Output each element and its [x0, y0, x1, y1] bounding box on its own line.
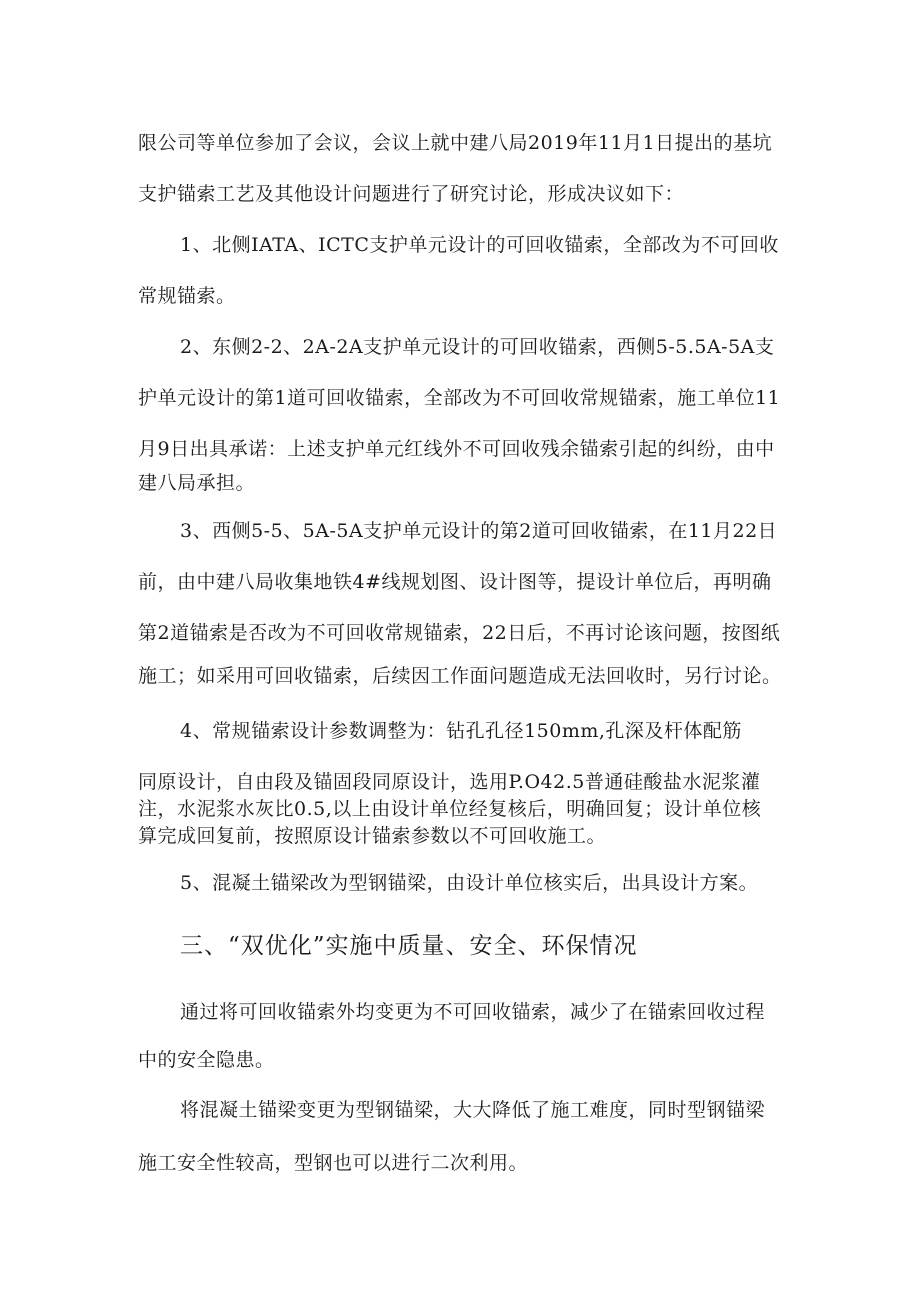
resolution-4-line-2: 同原设计，自由段及锚固段同原设计，选用P.O42.5普通硅酸盐水泥浆灌: [138, 771, 761, 793]
resolution-4-line-3: 注，水泥浆水灰比0.5,以上由设计单位经复核后，明确回复；设计单位核: [138, 798, 762, 820]
resolution-3-line-3: 第2道锚索是否改为不可回收常规锚索，22日后，不再讨论该问题，按图纸: [138, 622, 781, 644]
resolution-2-line-1: 2、东侧2-2、2A-2A支护单元设计的可回收锚索，西侧5-5.5A-5A支: [180, 336, 775, 358]
resolution-2-line-4: 建八局承担。: [138, 472, 256, 494]
resolution-1-line-1: 1、北侧IATA、ICTC支护单元设计的可回收锚索，全部改为不可回收: [180, 234, 779, 256]
section-para-2-line-2: 施工安全性较高，型钢也可以进行二次利用。: [138, 1152, 529, 1174]
resolution-3-line-2: 前，由中建八局收集地铁4#线规划图、设计图等，提设计单位后，再明确: [138, 571, 772, 593]
intro-line-2: 支护锚索工艺及其他设计问题进行了研究讨论，形成决议如下：: [138, 183, 685, 205]
resolution-3-line-1: 3、西侧5-5、5A-5A支护单元设计的第2道可回收锚索，在11月22日: [180, 520, 778, 542]
resolution-4-line-1: 4、常规锚索设计参数调整为：钻孔孔径150mm,孔深及杆体配筋: [180, 720, 742, 742]
resolution-4-line-4: 算完成回复前，按照原设计锚索参数以不可回收施工。: [138, 825, 607, 847]
resolution-3-line-4: 施工；如采用可回收锚索，后续因工作面问题造成无法回收时，另行讨论。: [138, 665, 782, 687]
resolution-2-line-3: 月9日出具承诺：上述支护单元红线外不可回收残余锚索引起的纠纷，由中: [138, 438, 775, 460]
section-para-2-line-1: 将混凝土锚梁变更为型钢锚梁，大大降低了施工难度，同时型钢锚梁: [180, 1099, 766, 1121]
resolution-5-line-1: 5、混凝土锚梁改为型钢锚梁，由设计单位核实后，出具设计方案。: [180, 872, 759, 894]
resolution-2-line-2: 护单元设计的第1道可回收锚索，全部改为不可回收常规锚索，施工单位11: [138, 387, 781, 409]
resolution-1-line-2: 常规锚索。: [138, 285, 236, 307]
section-para-1-line-1: 通过将可回收锚索外均变更为不可回收锚索，减少了在锚索回收过程: [180, 1001, 766, 1023]
section-heading: 三、“双优化”实施中质量、安全、环保情况: [180, 933, 638, 959]
intro-line-1: 限公司等单位参加了会议，会议上就中建八局2019年11月1日提出的基坑: [138, 132, 773, 154]
section-para-1-line-2: 中的安全隐患。: [138, 1049, 275, 1071]
